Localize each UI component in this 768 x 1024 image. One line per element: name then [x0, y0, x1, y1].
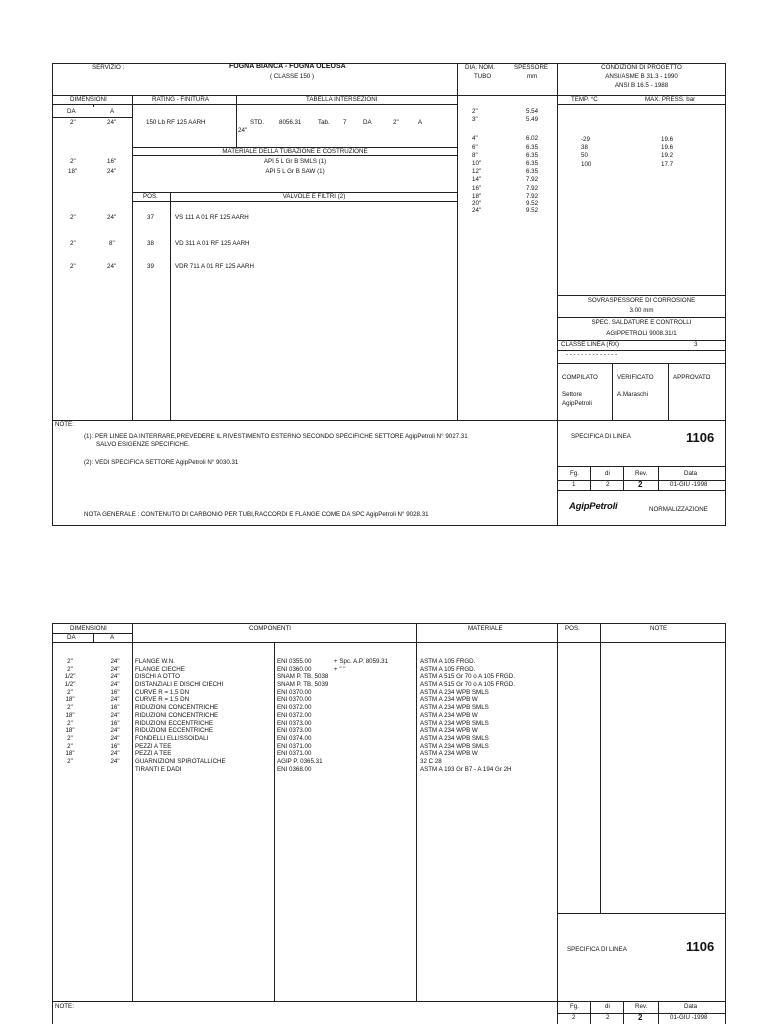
tubo-spessore: 9.52 [526, 206, 539, 214]
temp-value: 38 [581, 144, 588, 152]
settore-2: AgipPetroli [562, 400, 592, 407]
comp-mat: 32 C 28 [420, 757, 442, 765]
tubo-dia: 20" [472, 199, 482, 207]
materiale-da: 2" [70, 158, 76, 165]
comp-mat: ASTM A 234 WPB W [420, 711, 478, 719]
agip-logo: AgipPetroli [569, 501, 618, 512]
materiale-desc: API 5 L Gr B SAW (1) [265, 168, 325, 175]
tabella-da-label: DA [363, 119, 372, 126]
verificato-label: VERIFICATO [617, 374, 654, 381]
materiale-header: MATERIALE [468, 625, 503, 632]
comp-name: RIDUZIONI CONCENTRICHE [135, 711, 219, 719]
tubo-dia: 8" [472, 151, 478, 159]
di-value: 2 [606, 481, 610, 488]
dimensioni-header: DIMENSIONI [70, 96, 107, 103]
divider [236, 95, 237, 147]
comp-mat: ASTM A 234 WPB W [420, 727, 478, 735]
tubo-dia: 12" [472, 168, 482, 176]
divider [612, 363, 613, 420]
comp-a: 24" [110, 673, 120, 681]
comp-name: GUARNIZIONI SPIROTALLICHE [135, 757, 226, 765]
comp-da: 2" [67, 704, 73, 712]
comp-a: 24" [110, 727, 120, 735]
valvola-da: 2" [70, 240, 76, 247]
temp-header: TEMP. °C [571, 96, 598, 103]
classe-linea-value: 3 [694, 341, 698, 348]
spec-saldature-label: SPEC. SALDATURE E CONTROLLI [591, 319, 692, 326]
frame-left [52, 63, 53, 525]
divider [93, 633, 94, 642]
valvola-pos: 37 [147, 214, 154, 221]
comp-mat: ASTM A 234 WPB W [420, 750, 478, 758]
tubo-spessore: 5.49 [526, 116, 539, 124]
data-label: Data [684, 470, 698, 477]
classe-linea-label: CLASSE LINEA (RX) [561, 341, 620, 348]
comp-name: DISTANZIALI E DISCHI CIECHI [135, 681, 224, 689]
comp-a: 24" [110, 696, 120, 704]
divider [658, 466, 659, 490]
rating-a: 24" [107, 119, 117, 126]
comp-da: 18" [65, 750, 75, 758]
comp-a [100, 766, 130, 774]
valvola-pos: 38 [147, 240, 154, 247]
divider [52, 104, 133, 105]
divider [52, 642, 726, 643]
tubo-spessore: 6.35 [526, 168, 539, 176]
frame-right [725, 63, 726, 525]
comp-da: 2" [67, 742, 73, 750]
pos-header: POS. [565, 625, 580, 632]
tubo-dia: 24" [472, 206, 482, 214]
tubo-spessore: 6.35 [526, 151, 539, 159]
comp-a: 24" [110, 757, 120, 765]
comp-da: 18" [65, 711, 75, 719]
tabella-tabnum: 7 [343, 119, 347, 126]
frame-bottom [52, 525, 726, 526]
approvato-label: APPROVATO [673, 374, 711, 381]
dots-row: - - - - - - - - - - - - - - [566, 351, 618, 358]
valvola-a: 24" [107, 214, 117, 221]
divider [600, 623, 601, 913]
press-value: 17.7 [661, 160, 674, 168]
fg-value: 2 [572, 1014, 576, 1021]
comp-a: 16" [110, 704, 120, 712]
frame-left [52, 623, 53, 1024]
tubo-dia: 4" [472, 135, 478, 143]
materiale-a: 16" [107, 158, 117, 165]
da-header: DA [67, 634, 76, 641]
divider [557, 104, 726, 105]
tabella-header: TABELLA INTERSEZIONI [306, 96, 378, 103]
comp-mat: ASTM A 234 WPB SMLS [420, 734, 489, 742]
divider [557, 317, 726, 318]
comp-mat: ASTM A 515 Gr 70 o A 105 FRGD. [420, 673, 515, 681]
valvole-header: VALVOLE E FILTRI (2) [282, 193, 346, 200]
comp-a: 16" [110, 742, 120, 750]
temp-value: -29 [581, 136, 590, 143]
max-press-header: MAX. PRESS. bar [645, 96, 696, 103]
divider [52, 1001, 726, 1002]
comp-a: 24" [110, 750, 120, 758]
comp-da: 2" [67, 757, 73, 765]
da-header: DA [67, 108, 76, 115]
valvola-a: 8" [109, 240, 115, 247]
comp-name: FLANGE W.N. [135, 658, 175, 665]
valvola-pos: 39 [147, 263, 154, 270]
divider [416, 623, 417, 1001]
comp-norm: ENI 0371.00 [277, 750, 312, 758]
frame-top [52, 623, 726, 624]
temp-value: 100 [581, 160, 592, 168]
dimensioni-header: DIMENSIONI [70, 625, 107, 632]
comp-mat: ASTM A 234 WPB SMLS [420, 704, 489, 712]
note-label: NOTE: [55, 421, 74, 428]
classe: ( CLASSE 150 ) [270, 73, 315, 80]
divider [590, 466, 591, 490]
comp-name: RIDUZIONI ECCENTRICHE [135, 719, 214, 727]
press-list [661, 136, 673, 169]
di-value: 2 [606, 1014, 610, 1021]
divider [52, 420, 726, 421]
comp-mat: ASTM A 515 Gr 70 o A 105 FRGD. [420, 681, 515, 689]
tubo-spessore: 6.35 [526, 159, 539, 167]
data-value: 01-GIU -1998 [670, 481, 708, 488]
note-header: NOTE [650, 625, 668, 632]
settore-1: Settore [562, 391, 582, 398]
tubo-spessore: 6.35 [526, 143, 539, 151]
divider [52, 117, 133, 118]
temp-list [581, 136, 591, 169]
materiale-a: 24" [107, 168, 117, 175]
fg-label: Fg. [570, 470, 579, 477]
divider [132, 201, 458, 202]
comp-da: 18" [65, 727, 75, 735]
comp-extra-list [334, 658, 388, 673]
spec-saldature-value: AGIPPETROLI 9008.31/1 [606, 330, 677, 337]
comp-norm: ENI 0370.00 [277, 688, 312, 696]
rating-value: 150 Lb RF 125 AARH [146, 119, 206, 126]
di-label: di [605, 1003, 610, 1010]
comp-norm: ENI 0374.00 [277, 734, 312, 742]
note-2: (2): VEDI SPECIFICA SETTORE AgipPetroli N° 9030.31 [84, 459, 239, 466]
condizioni-title: CONDIZIONI DI PROGETTO [601, 64, 682, 71]
comp-da-list [55, 658, 85, 773]
comp-extra: + " " [334, 665, 346, 673]
note-label: NOTE: [55, 1003, 74, 1010]
comp-extra: + Spc. A.P. 8059.31 [334, 658, 389, 665]
divider [132, 623, 133, 1001]
divider [590, 1001, 591, 1024]
comp-name: TIRANTI E DADI [135, 765, 182, 773]
tabella-std: STD. [250, 119, 265, 126]
tabella-a-label: A [418, 119, 423, 126]
comp-da: 2" [67, 658, 73, 665]
comp-da: 2" [67, 665, 73, 673]
comp-norm: ENI 0371.00 [277, 742, 312, 750]
comp-name-list [135, 658, 226, 773]
comp-a: 16" [110, 719, 120, 727]
specifica-label: SPECIFICA DI LINEA [571, 433, 631, 440]
comp-name: PEZZI A TEE [135, 750, 172, 758]
comp-norm: ENI 0355.00 [277, 658, 312, 665]
tubo-spessore: 6.02 [526, 135, 539, 143]
comp-norm: ENI 0373.00 [277, 727, 312, 735]
servizio-value: FOGNA BIANCA - FOGNA OLEOSA [229, 63, 346, 70]
tabella-a-value: 24" [238, 127, 248, 134]
rating-header: RATING - FINITURA [152, 96, 209, 103]
divider [668, 363, 669, 420]
comp-norm-list [277, 658, 328, 773]
divider [132, 104, 458, 105]
tubo-spessore: 7.92 [526, 184, 539, 192]
comp-mat: ASTM A 234 WPB SMLS [420, 719, 489, 727]
comp-norm: ENI 0370.00 [277, 696, 312, 704]
comp-norm: ENI 0368.00 [277, 765, 312, 773]
divider [132, 95, 133, 420]
verificato-name: A.Maraschi [617, 391, 648, 398]
tubo-spessore: 5.54 [526, 108, 539, 115]
tubo-dia: 16" [472, 184, 482, 192]
divider [557, 63, 558, 525]
press-value: 19.6 [661, 136, 674, 143]
nota-generale: NOTA GENERALE : CONTENUTO DI CARBONIO PER TUBI,RACCORDI E FLANGE COME DA SPC AgipPetroli N° 9028.31 [84, 511, 429, 518]
comp-norm: ENI 0372.00 [277, 711, 312, 719]
comp-a-list [100, 658, 130, 773]
valvola-desc: VS 111 A 01 RF 125 AARH [175, 214, 249, 221]
comp-norm: SNAM P. TB. 5039 [277, 681, 329, 689]
rev-value: 2 [638, 1013, 643, 1022]
press-value: 19.2 [661, 152, 674, 160]
comp-da: 2" [67, 719, 73, 727]
comp-a: 16" [110, 688, 120, 696]
tubo-spessore: 9.52 [526, 199, 539, 207]
comp-da: 18" [65, 696, 75, 704]
rating-da: 2" [70, 119, 76, 126]
materiale-header: MATERIALE DELLA TUBAZIONE E COSTRUZIONE [222, 148, 368, 155]
tabella-da-value: 2" [393, 119, 399, 126]
comp-name: CURVE R = 1,5 DN [135, 696, 190, 704]
tubo-spessore: 7.92 [526, 176, 539, 184]
comp-name: RIDUZIONI CONCENTRICHE [135, 704, 219, 712]
tubi-sp-list [526, 108, 538, 214]
comp-mat: ASTM A 105 FRGD. [420, 665, 476, 673]
divider [623, 466, 624, 490]
componenti-header: COMPONENTI [249, 625, 291, 632]
valvola-da: 2" [70, 214, 76, 221]
valvola-desc: VDR 711 A 01 RF 125 AARH [175, 263, 254, 270]
tubo-dia: 14" [472, 176, 482, 184]
divider [658, 1001, 659, 1024]
valvola-da: 2" [70, 263, 76, 270]
specifica-label: SPECIFICA DI LINEA [567, 946, 627, 953]
comp-a: 24" [110, 665, 120, 673]
comp-a: 24" [110, 681, 120, 689]
fg-value: 1 [572, 481, 576, 488]
press-value: 19.6 [661, 144, 674, 152]
dia-nom-header: DIA. NOM. [465, 64, 495, 71]
data-label: Data [684, 1003, 698, 1010]
tubo-dia: 10" [472, 159, 482, 167]
fg-label: Fg. [570, 1003, 579, 1010]
comp-da: 2" [67, 734, 73, 742]
comp-da [55, 766, 85, 774]
normalizzazione: NORMALIZZAZIONE [649, 506, 708, 513]
comp-mat: ASTM A 234 WPB SMLS [420, 688, 489, 696]
a-header: A [110, 634, 115, 641]
comp-norm: AGIP P. 0365.31 [277, 757, 323, 765]
divider [557, 913, 726, 914]
comp-norm: ENI 0372.00 [277, 704, 312, 712]
comp-mat-list [420, 658, 515, 773]
comp-name: PEZZI A TEE [135, 742, 172, 750]
frame-right [725, 623, 726, 1024]
comp-mat: ASTM A 234 WPB SMLS [420, 742, 489, 750]
rev-value: 2 [638, 480, 643, 489]
comp-name: CURVE R = 1,5 DN [135, 688, 190, 696]
note-1b: SALVO ESIGENZE SPECIFICHE. [96, 441, 190, 448]
servizio-label: SERVIZIO : [92, 64, 125, 71]
dia-nom-header-2: TUBO [474, 73, 492, 80]
materiale-desc: API 5 L Gr B SMLS (1) [263, 158, 327, 165]
comp-mat: ASTM A 234 WPB W [420, 696, 478, 704]
tubi-dia-list [472, 108, 481, 214]
divider [274, 642, 275, 1001]
tabella-tab: Tab. [318, 119, 330, 126]
spessore-header: SPESSORE [514, 64, 549, 71]
comp-norm: ENI 0373.00 [277, 719, 312, 727]
tubo-dia: 6" [472, 143, 478, 151]
comp-da: 1/2" [64, 681, 76, 689]
spessore-unit: mm [527, 73, 538, 80]
divider [557, 490, 726, 491]
sovraspessore-value: 3.00 mm [629, 307, 654, 314]
divider [557, 466, 726, 467]
comp-name: FONDELLI ELLISSOIDALI [135, 734, 209, 742]
comp-norm: SNAM P. TB. 5038 [277, 673, 329, 681]
valvola-a: 24" [107, 263, 117, 270]
sovraspessore-label: SOVRASPESSORE DI CORROSIONE [587, 297, 696, 304]
a-header: A [110, 108, 115, 115]
tubo-spessore: 7.92 [526, 192, 539, 200]
di-label: di [605, 470, 610, 477]
specifica-number: 1106 [686, 939, 715, 954]
comp-a: 24" [110, 658, 120, 665]
temp-value: 50 [581, 152, 588, 160]
comp-da: 1/2" [64, 673, 76, 681]
pos-header: POS. [143, 193, 158, 200]
comp-name: DISCHI A OTTO [135, 673, 180, 681]
materiale-da: 18" [68, 168, 78, 175]
rev-label: Rev. [635, 1003, 648, 1010]
comp-da: 2" [67, 688, 73, 696]
condizioni-norm-1: ANSI/ASME B 31.3 - 1990 [605, 73, 678, 80]
valvola-desc: VD 311 A 01 RF 125 AARH [175, 240, 250, 247]
comp-name: RIDUZIONI ECCENTRICHE [135, 727, 214, 735]
divider [557, 363, 726, 364]
specifica-number: 1106 [686, 430, 715, 445]
comp-norm: ENI 0360.00 [277, 665, 312, 673]
condizioni-norm-2: ANSI B 16.5 - 1988 [614, 82, 669, 89]
tabella-num: 8056.31 [279, 119, 302, 126]
divider [623, 1001, 624, 1024]
comp-a: 24" [110, 734, 120, 742]
comp-mat: ASTM A 105 FRGD. [420, 658, 476, 665]
divider [457, 63, 458, 420]
tubo-dia: 2" [472, 108, 478, 115]
divider [557, 295, 726, 296]
compilato-label: COMPILATO [562, 374, 598, 381]
divider [557, 623, 558, 1024]
comp-a: 24" [110, 711, 120, 719]
rev-label: Rev. [635, 470, 648, 477]
tubo-dia: 18" [472, 192, 482, 200]
comp-name: FLANGE CIECHE [135, 665, 185, 673]
data-value: 01-GIU -1998 [670, 1014, 708, 1021]
comp-mat: ASTM A 193 Gr B7 - A 194 Gr 2H [420, 765, 512, 773]
divider [170, 192, 171, 420]
note-1a: (1): PER LINEE DA INTERRARE,PREVEDERE IL RIVESTIMENTO ESTERNO SECONDO SPECIFICHE SETTORE AgipPetroli N° 9027.31 [84, 433, 468, 440]
tubo-dia: 3" [472, 116, 478, 124]
